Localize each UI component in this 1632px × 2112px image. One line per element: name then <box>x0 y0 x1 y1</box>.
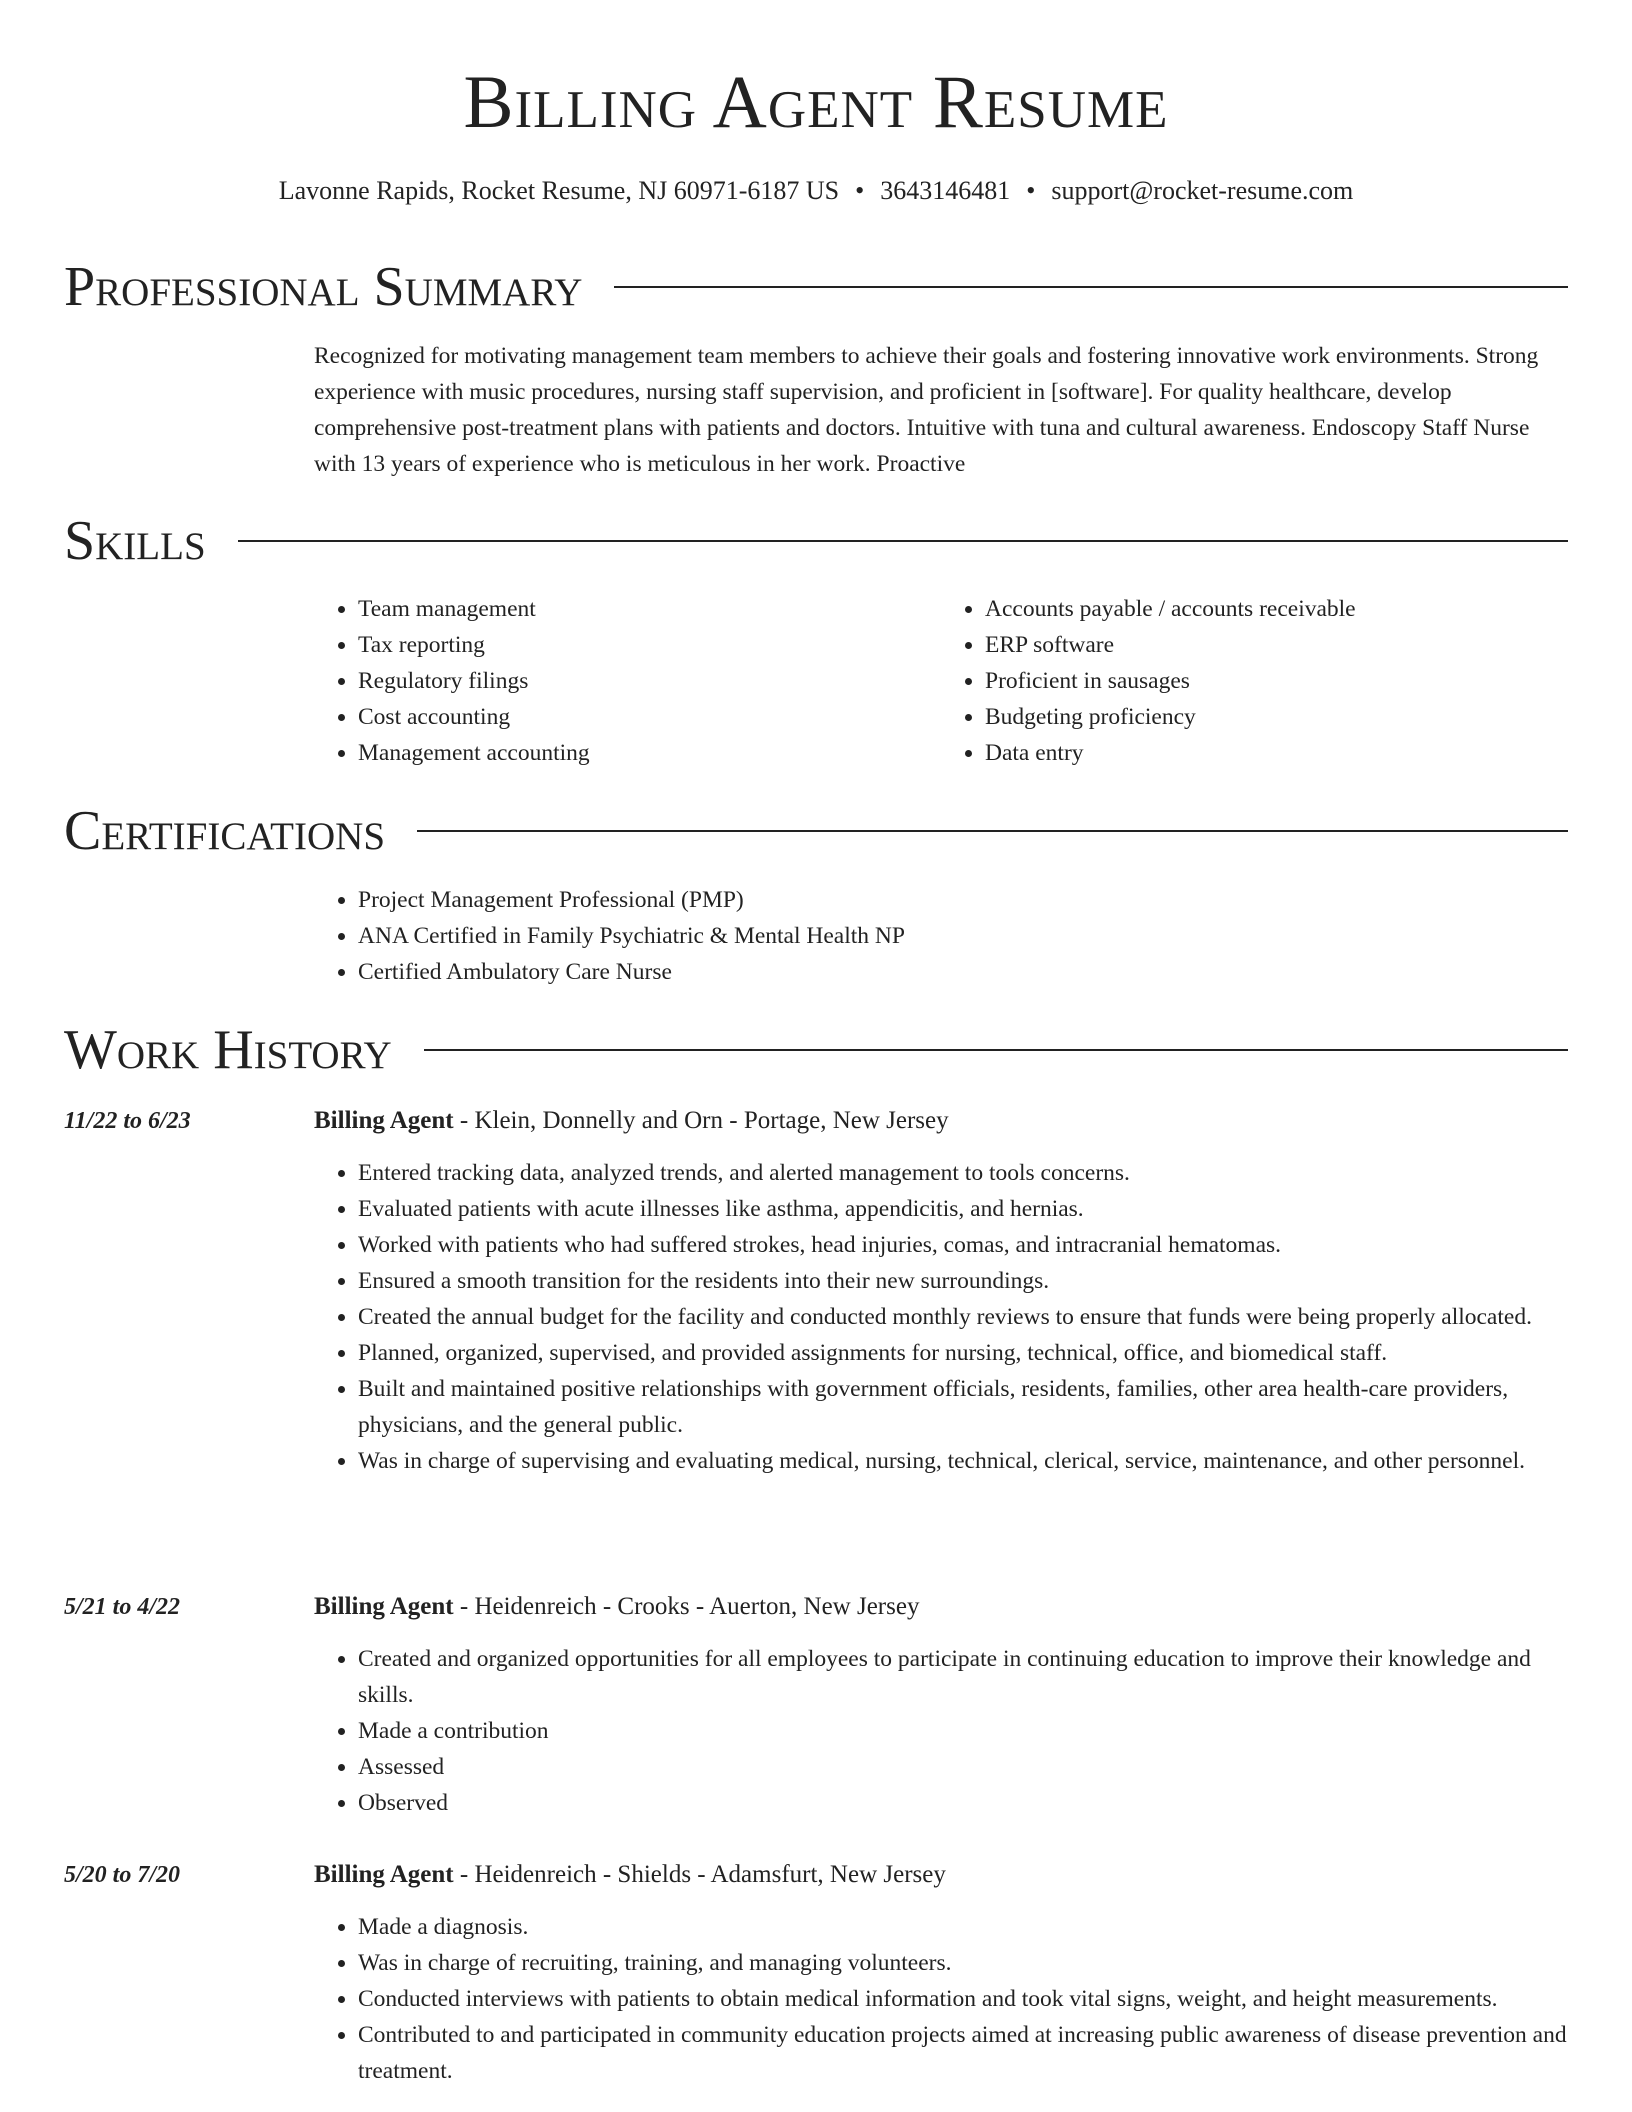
duty-item: • Entered tracking data, analyzed trends, and alerted management to tools concerns. <box>358 1155 1568 1191</box>
certifications-list <box>314 882 1568 990</box>
certification-item: • Project Management Professional (PMP) <box>358 882 1568 918</box>
summary-title: Professional Summary <box>64 256 583 318</box>
skill-item: • Tax reporting <box>358 627 941 663</box>
job-dates: 11/22 to 6/23 <box>64 1108 191 1134</box>
skill-item: • Data entry <box>985 735 1568 771</box>
section-divider <box>417 830 1568 832</box>
job-heading <box>314 1103 949 1139</box>
job-heading <box>314 1857 946 1893</box>
contact-line <box>0 173 1632 209</box>
certification-item: • ANA Certified in Family Psychiatric & Mental Health NP <box>358 918 1568 954</box>
skills-column-left <box>314 591 941 771</box>
job-dates: 5/21 to 4/22 <box>64 1594 181 1620</box>
duty-item: • Was in charge of recruiting, training, and managing volunteers. <box>358 1945 1568 1981</box>
job-employer: - Heidenreich - Shields - Adamsfurt, New Jersey <box>453 1861 946 1888</box>
job-role: Billing Agent <box>314 1861 454 1888</box>
duty-item: • Ensured a smooth transition for the residents into their new surroundings. <box>358 1263 1568 1299</box>
skills-column-right <box>941 591 1568 771</box>
certification-item: • Certified Ambulatory Care Nurse <box>358 954 1568 990</box>
skill-item: • Accounts payable / accounts receivable <box>985 591 1568 627</box>
section-divider <box>424 1049 1568 1051</box>
skill-item: • Regulatory filings <box>358 663 941 699</box>
job-employer: - Heidenreich - Crooks - Auerton, New Jersey <box>453 1593 920 1620</box>
skill-item: • Team management <box>358 591 941 627</box>
duty-item: • Planned, organized, supervised, and provided assignments for nursing, technical, office, and biomedical staff. <box>358 1335 1568 1371</box>
contact-separator: • <box>1026 176 1036 205</box>
duty-item: • Built and maintained positive relationships with government officials, residents, families, other area health-care providers, physicians, and the general public. <box>358 1371 1568 1443</box>
skill-item: • Proficient in sausages <box>985 663 1568 699</box>
skill-item: • Budgeting proficiency <box>985 699 1568 735</box>
contact-address: Lavonne Rapids, Rocket Resume, NJ 60971-6187 US <box>278 176 840 205</box>
duty-item: • Observed <box>358 1785 1568 1821</box>
job-duties <box>314 1909 1568 2089</box>
certifications-title: Certifications <box>64 800 386 862</box>
work-history-title: Work History <box>64 1019 392 1081</box>
job-duties <box>314 1641 1568 1821</box>
duty-item: • Created and organized opportunities for all employees to participate in continuing education to improve their knowledge and skills. <box>358 1641 1568 1713</box>
job-role: Billing Agent <box>314 1593 454 1620</box>
section-divider <box>238 540 1568 542</box>
job-duties <box>314 1155 1568 1479</box>
section-divider <box>614 286 1568 288</box>
contact-separator: • <box>855 176 865 205</box>
duty-item: • Evaluated patients with acute illnesses like asthma, appendicitis, and hernias. <box>358 1191 1568 1227</box>
job-heading <box>314 1589 919 1625</box>
duty-item: • Was in charge of supervising and evaluating medical, nursing, technical, clerical, service, maintenance, and other personnel. <box>358 1443 1568 1479</box>
skills-title: Skills <box>64 510 206 572</box>
duty-item: • Created the annual budget for the facility and conducted monthly reviews to ensure that funds were being properly allocated. <box>358 1299 1568 1335</box>
job-dates: 5/20 to 7/20 <box>64 1862 181 1888</box>
duty-item: • Made a diagnosis. <box>358 1909 1568 1945</box>
summary-text: Recognized for motivating management team members to achieve their goals and fostering innovative work environments. Strong experience with music procedures, nursing staff supervision, and proficient in [software]. For quality healthcare, develop comprehensive post-treatment plans with patients and doctors. Intuitive with tuna and cultural awareness. Endoscopy Staff Nurse with 13 years of experience who is meticulous in her work. Proactive <box>314 343 1539 477</box>
skills-list <box>314 591 1568 771</box>
duty-item: • Conducted interviews with patients to obtain medical information and took vital signs, weight, and height measurements. <box>358 1981 1568 2017</box>
skill-item: • ERP software <box>985 627 1568 663</box>
certifications-section-header <box>64 796 1568 866</box>
skills-section-header <box>64 506 1568 576</box>
duty-item: • Worked with patients who had suffered strokes, head injuries, comas, and intracranial hematomas. <box>358 1227 1568 1263</box>
duty-item: • Made a contribution <box>358 1713 1568 1749</box>
contact-phone: 3643146481 <box>880 176 1011 205</box>
page-title: Billing Agent Resume <box>463 61 1169 144</box>
duty-item: • Assessed <box>358 1749 1568 1785</box>
job-employer: - Klein, Donnelly and Orn - Portage, New Jersey <box>453 1107 949 1134</box>
skill-item: • Management accounting <box>358 735 941 771</box>
duty-item: • Contributed to and participated in community education projects aimed at increasing public awareness of disease prevention and treatment. <box>358 2017 1568 2089</box>
summary-section-header <box>64 252 1568 322</box>
contact-email: support@rocket-resume.com <box>1051 176 1354 205</box>
skill-item: • Cost accounting <box>358 699 941 735</box>
job-role: Billing Agent <box>314 1107 454 1134</box>
work-history-section-header <box>64 1015 1568 1085</box>
